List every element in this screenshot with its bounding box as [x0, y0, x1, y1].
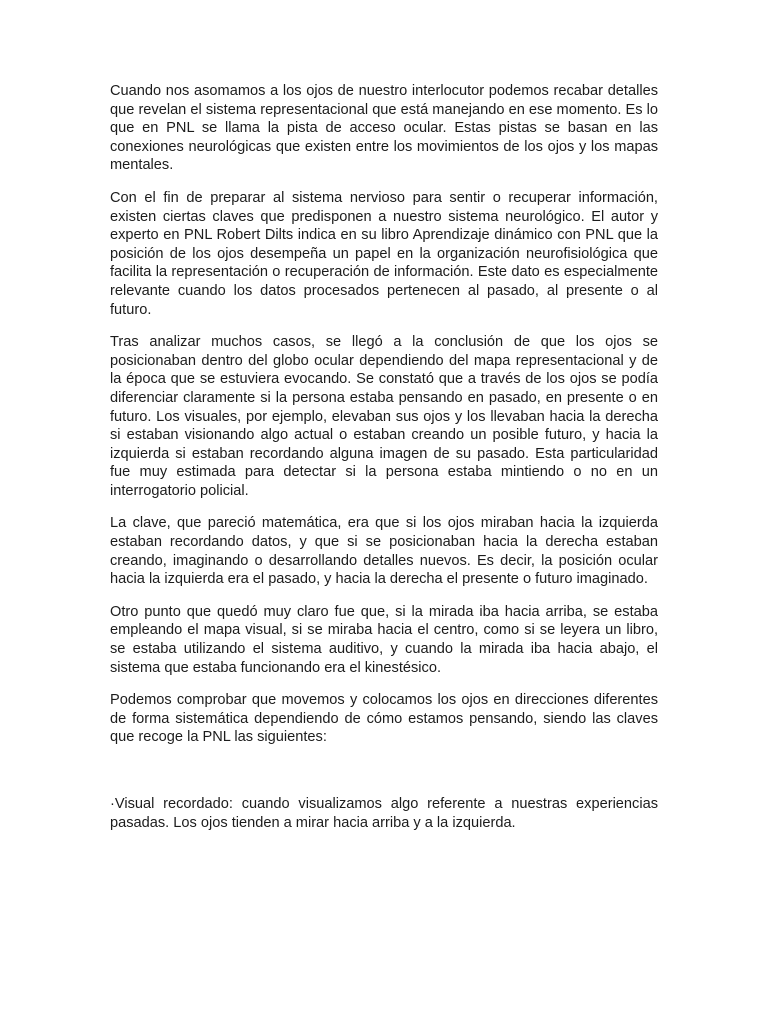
list-item-visual-recordado: ·Visual recordado: cuando visualizamos algo referente a nuestras experiencias pasadas. Los ojos tienden a mirar hacia arriba y a la izquierda.: [110, 796, 658, 831]
paragraph-case-analysis: Tras analizar muchos casos, se llegó a la conclusión de que los ojos se posicionaban dentro del globo ocular dependiendo del mapa representacional y de la época que se estuviera evocando. Se constató que a través de los ojos se podía diferenciar claramente si la persona estaba pensando en pasado, en presente o en futuro. Los visuales, por ejemplo, elevaban sus ojos y los llevaban hacia la derecha si estaban visionando algo actual o estaban creando un posible futuro, y hacia la izquierda si estaban recordando alguna imagen de su pasado. Esta particularidad fue muy estimada para detectar si la persona estaba mintiendo o no en un interrogatorio policial.: [110, 334, 658, 499]
paragraph-pnl-keys-intro: Podemos comprobar que movemos y colocamos los ojos en direcciones diferentes de forma sistemática dependiendo de cómo estamos pensando, siendo las claves que recoge la PNL las siguientes:: [110, 692, 658, 746]
paragraph-left-right-key: La clave, que pareció matemática, era que si los ojos miraban hacia la izquierda estaban recordando datos, y que si se posicionaban hacia la derecha estaban creando, imaginando o desarrollando detalles nuevos. Es decir, la posición ocular hacia la izquierda era el pasado, y hacia la derecha el presente o futuro imaginado.: [110, 515, 658, 588]
paragraph-up-center-down: Otro punto que quedó muy claro fue que, si la mirada iba hacia arriba, se estaba empleando el mapa visual, si se miraba hacia el centro, como si se leyera un libro, se estaba utilizando el sistema auditivo, y cuando la mirada iba hacia abajo, el sistema que estaba funcionando era el kinestésico.: [110, 603, 658, 676]
paragraph-eye-access-cues: Cuando nos asomamos a los ojos de nuestro interlocutor podemos recabar detalles que revelan el sistema representacional que está manejando en ese momento. Es lo que en PNL se llama la pista de acceso ocular. Estas pistas se basan en las conexiones neurológicas que existen entre los movimientos de los ojos y los mapas mentales.: [110, 83, 658, 174]
paragraph-nervous-system-keys: Con el fin de preparar al sistema nervioso para sentir o recuperar información, existen ciertas claves que predisponen a nuestro sistema neurológico. El autor y experto en PNL Robert Dilts indica en su libro Aprendizaje dinámico con PNL que la posición de los ojos desempeña un papel en la organización neurofisiológica que facilita la representación o recuperación de información. Este dato es especialmente relevante cuando los datos procesados pertenecen al pasado, al presente o al futuro.: [110, 189, 658, 318]
document-body: [110, 82, 658, 846]
